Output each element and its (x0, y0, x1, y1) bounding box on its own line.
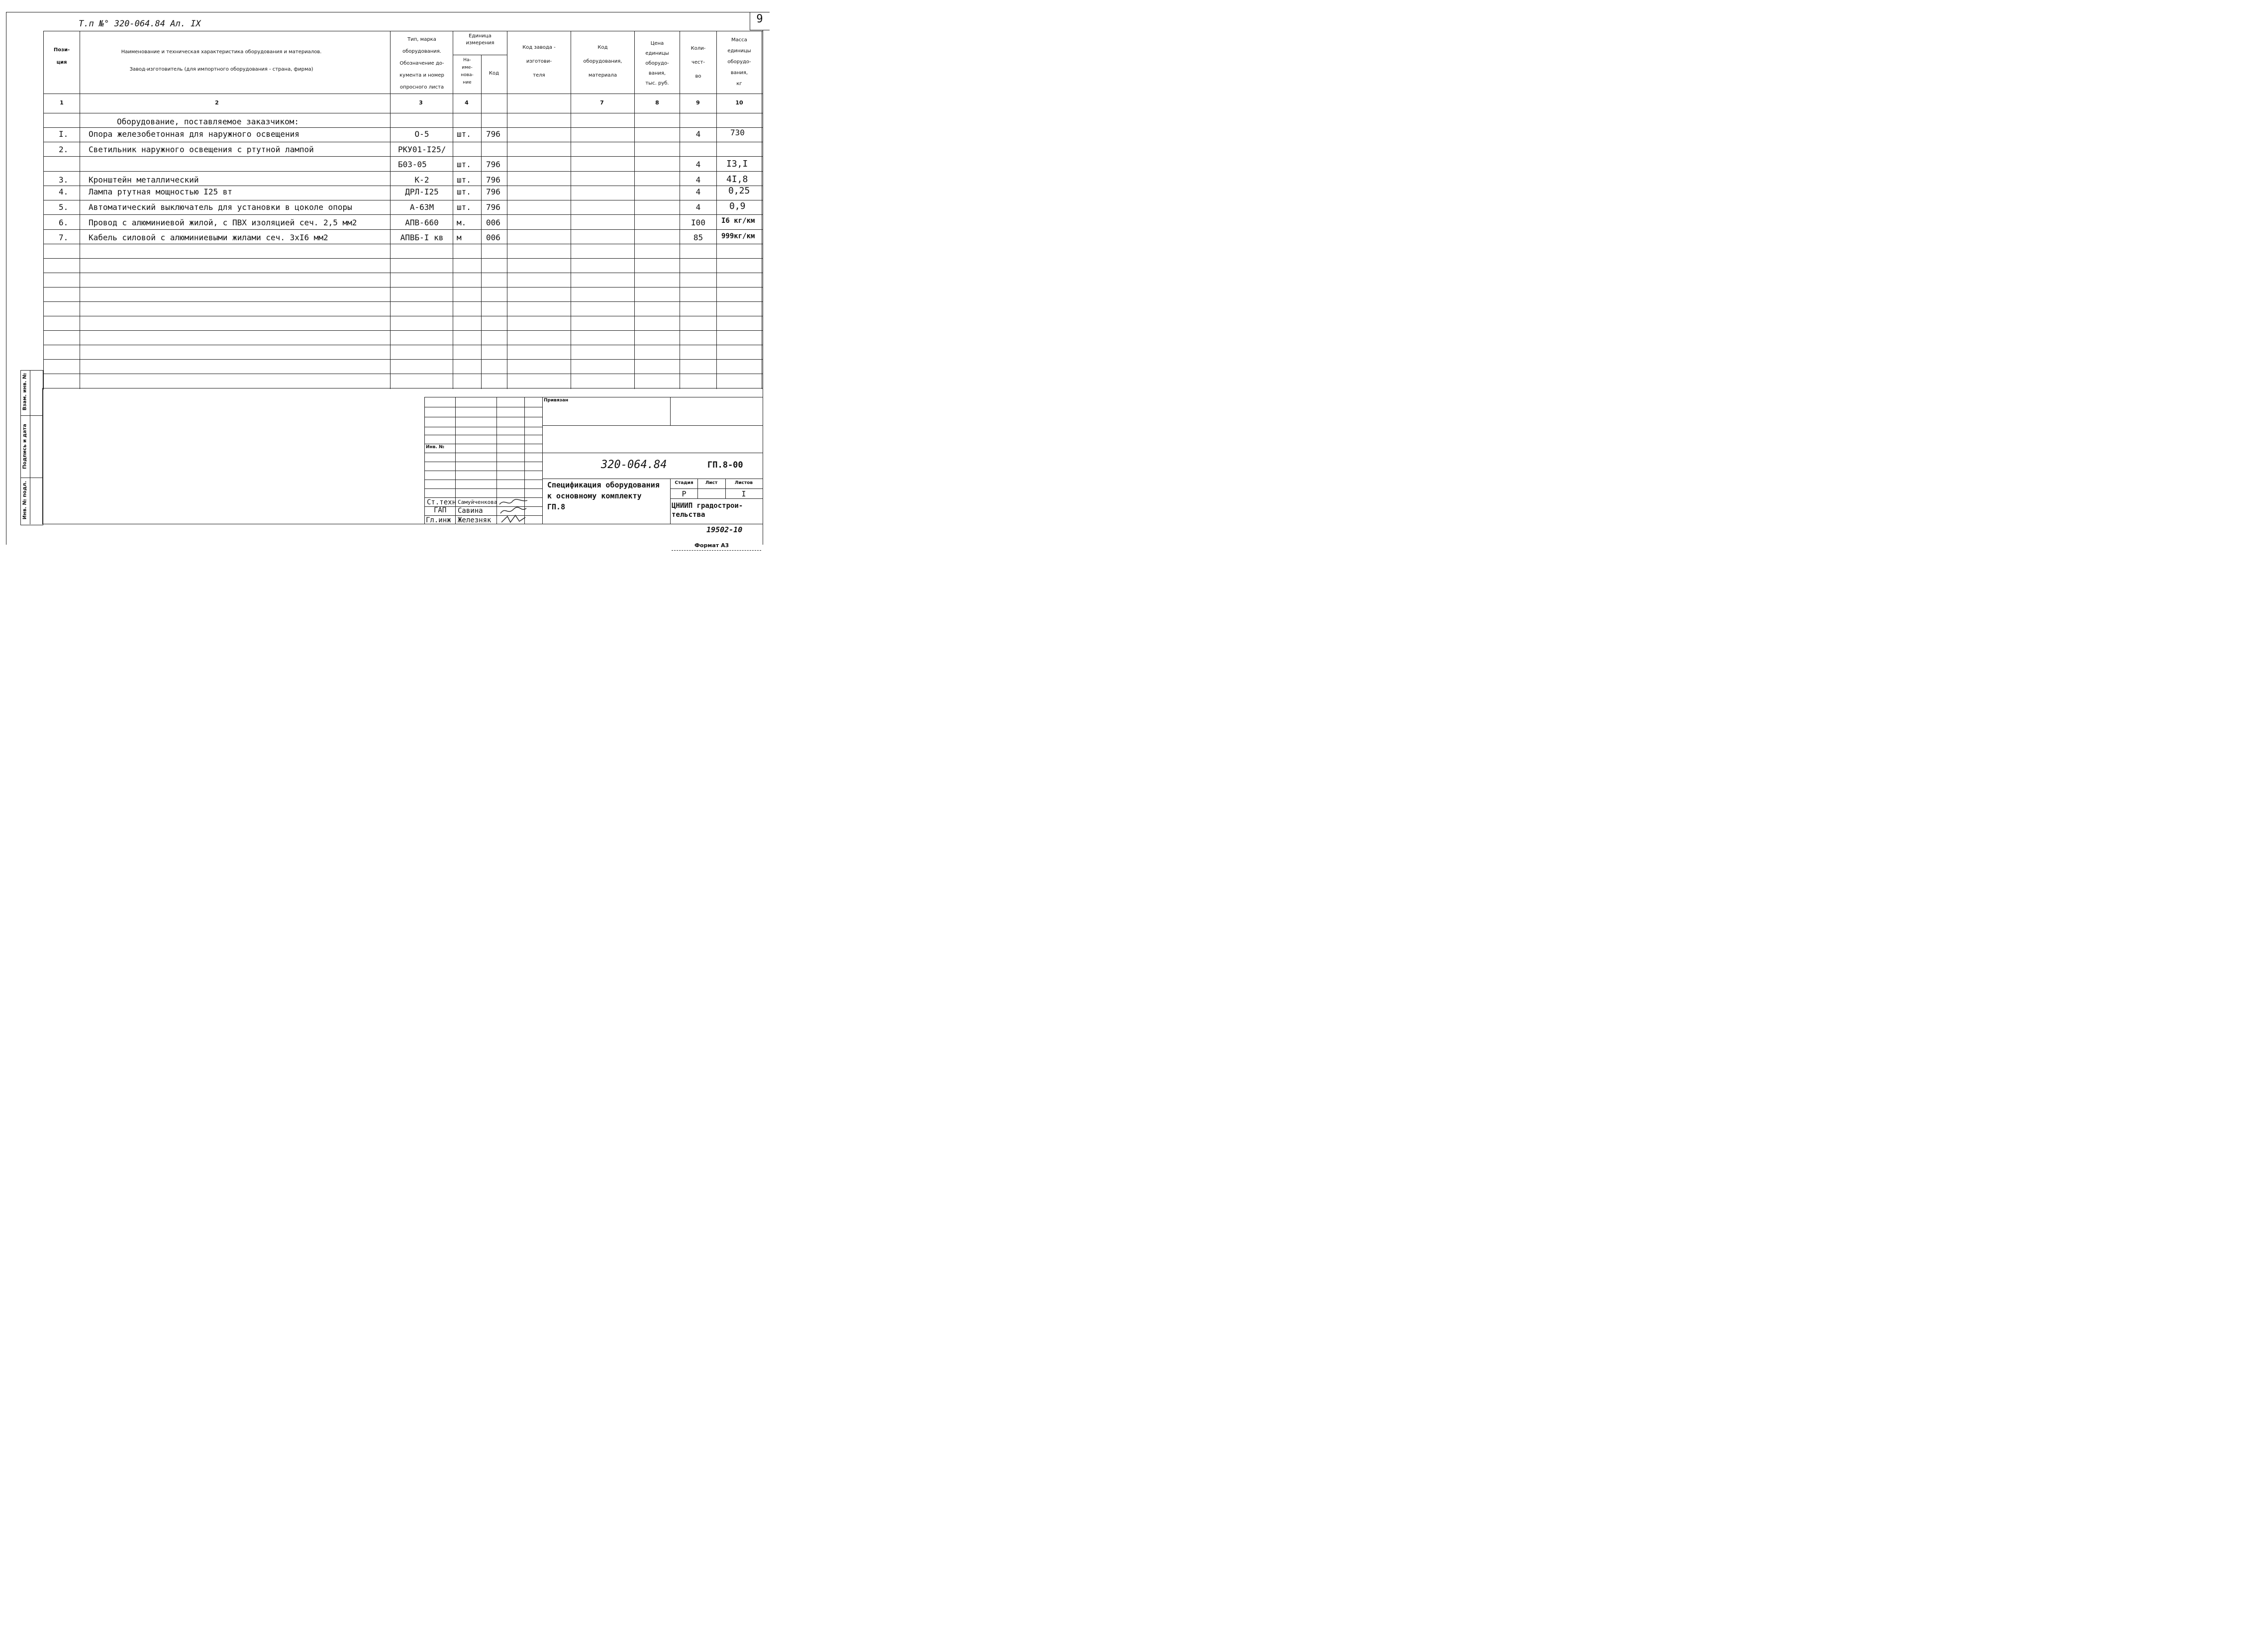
row-type: Б03-05 (398, 160, 427, 169)
row-type: АПВБ-I кв (400, 233, 444, 242)
title-block-inv-label: Инв. № (426, 445, 444, 450)
row-quantity: 4 (695, 129, 701, 139)
signer-name: Савина (458, 507, 483, 515)
row-type: А-63М (409, 202, 434, 212)
row-unit: шт. (457, 129, 471, 139)
col-number: 2 (215, 99, 219, 106)
row-unit-code: 006 (486, 218, 500, 227)
col-number: 8 (655, 99, 659, 106)
row-quantity: I00 (691, 218, 705, 227)
row-position: 3. (59, 175, 69, 185)
row-position: 6. (59, 218, 69, 227)
sheet-label: Лист (705, 481, 718, 485)
col-number: 1 (60, 99, 64, 106)
col-header-type: Тип, марка оборудования. Обозначение до- кумента и номер опросного листа (399, 37, 444, 90)
row-quantity: 85 (693, 233, 703, 242)
section-title: Оборудование, поставляемое заказчиком: (117, 117, 299, 126)
col-header-equipment-code: Код оборудования, материала (583, 45, 622, 78)
row-mass: 0,25 (728, 186, 750, 196)
row-name: Провод с алюминиевой жилой, с ПВХ изоляцией сеч. 2,5 мм2 (89, 218, 357, 227)
row-name: Кронштейн металлический (89, 175, 199, 185)
row-type: О-5 (414, 129, 429, 139)
stage-value: Р (682, 489, 687, 498)
row-mass: I3,I (726, 159, 748, 169)
signer-name: Самуйченкова (458, 499, 497, 505)
row-type: К-2 (414, 175, 429, 185)
row-type: ДРЛ-I25 (405, 187, 439, 196)
col-header-mass: Масса единицы оборудо- вания, кг (727, 37, 751, 87)
col-header-unit-code: Код (489, 71, 499, 76)
row-position: 4. (59, 187, 69, 196)
row-quantity: 4 (695, 175, 701, 185)
col-number: 3 (419, 99, 423, 106)
archive-number: 19502-10 (706, 525, 743, 534)
row-unit-code: 796 (486, 175, 500, 185)
row-name: Опора железобетонная для наружного освещения (89, 129, 299, 139)
document-code: 320-064.84 (601, 459, 667, 471)
document-title: Спецификация оборудования к основному комплекту ГП.8 (547, 481, 660, 511)
document-mark: ГП.8-00 (707, 460, 743, 470)
signer-name: Железняк (458, 516, 492, 524)
row-mass: 0,9 (729, 201, 746, 211)
row-position: I. (59, 129, 69, 139)
row-position: 2. (59, 145, 69, 154)
row-unit: шт. (457, 160, 471, 169)
signer-role: Гл.инж (426, 516, 451, 524)
row-mass: 730 (730, 128, 745, 137)
row-mass: I6 кг/км (721, 217, 755, 225)
row-unit-code: 796 (486, 187, 500, 196)
row-unit: шт. (457, 202, 471, 212)
col-header-name: Наименование и техническая характеристика оборудования и материалов. (121, 49, 322, 55)
col-number: 7 (600, 99, 604, 106)
sheets-value: I (741, 489, 746, 498)
row-position: 5. (59, 202, 69, 212)
row-unit: шт. (457, 175, 471, 185)
signature-mark (497, 497, 532, 524)
col-header-manufacturer: Завод-изготовитель (для импортного оборудования - страна, фирма) (129, 67, 313, 72)
col-header-price: Цена единицы оборудо- вания, тыс. руб. (645, 41, 669, 86)
sheets-label: Листов (734, 481, 753, 485)
row-position: 7. (59, 233, 69, 242)
col-number: 10 (735, 99, 743, 106)
row-name: Кабель силовой с алюминиевыми жилами сеч. 3хI6 мм2 (89, 233, 328, 242)
organization: ЦНИИП градострои- тельства (672, 502, 743, 519)
format-dash-line (672, 550, 761, 551)
signer-role: Ст.техн (427, 498, 457, 506)
row-unit-code: 796 (486, 129, 500, 139)
row-unit: шт. (457, 187, 471, 196)
col-header-position: Пози- ция (53, 47, 70, 65)
col-header-factory-code: Код завода - изготови- теля (522, 45, 556, 78)
row-unit: м (457, 233, 462, 242)
paper-format: Формат А3 (694, 542, 729, 549)
row-quantity: 4 (695, 202, 701, 212)
side-stamp-signature-date: Подпись и дата (22, 424, 28, 469)
row-name: Светильник наружного освещения с ртутной лампой (89, 145, 314, 154)
row-type: РКУ01-I25/ (398, 145, 446, 154)
col-number: 9 (696, 99, 700, 106)
row-name: Лампа ртутная мощностью I25 вт (89, 187, 232, 196)
row-unit: м. (457, 218, 467, 227)
row-mass: 999кг/км (721, 232, 755, 240)
side-stamp-replaced-inv: Взам. инв. № (22, 373, 28, 411)
title-block-linked-label: Привязан (544, 398, 569, 403)
project-code: Т.п №° 320-064.84 Ал. IX (79, 19, 201, 29)
row-type: АПВ-660 (405, 218, 439, 227)
col-header-quantity: Коли- чест- во (690, 46, 706, 79)
col-header-unit-group: Единица измерения (466, 33, 494, 46)
side-stamp-original-inv: Инв. № подл. (22, 481, 28, 520)
row-unit-code: 796 (486, 202, 500, 212)
row-name: Автоматический выключатель для установки в цоколе опоры (89, 202, 352, 212)
col-header-unit-name: На- име- нова- ние (461, 58, 474, 85)
col-number: 4 (465, 99, 469, 106)
row-unit-code: 006 (486, 233, 500, 242)
stage-label: Стадия (675, 481, 693, 485)
row-quantity: 4 (695, 160, 701, 169)
row-mass: 4I,8 (726, 174, 748, 185)
row-unit-code: 796 (486, 160, 500, 169)
signer-role: ГАП (434, 506, 447, 514)
sheet-number: 9 (756, 13, 763, 25)
row-quantity: 4 (695, 187, 701, 196)
